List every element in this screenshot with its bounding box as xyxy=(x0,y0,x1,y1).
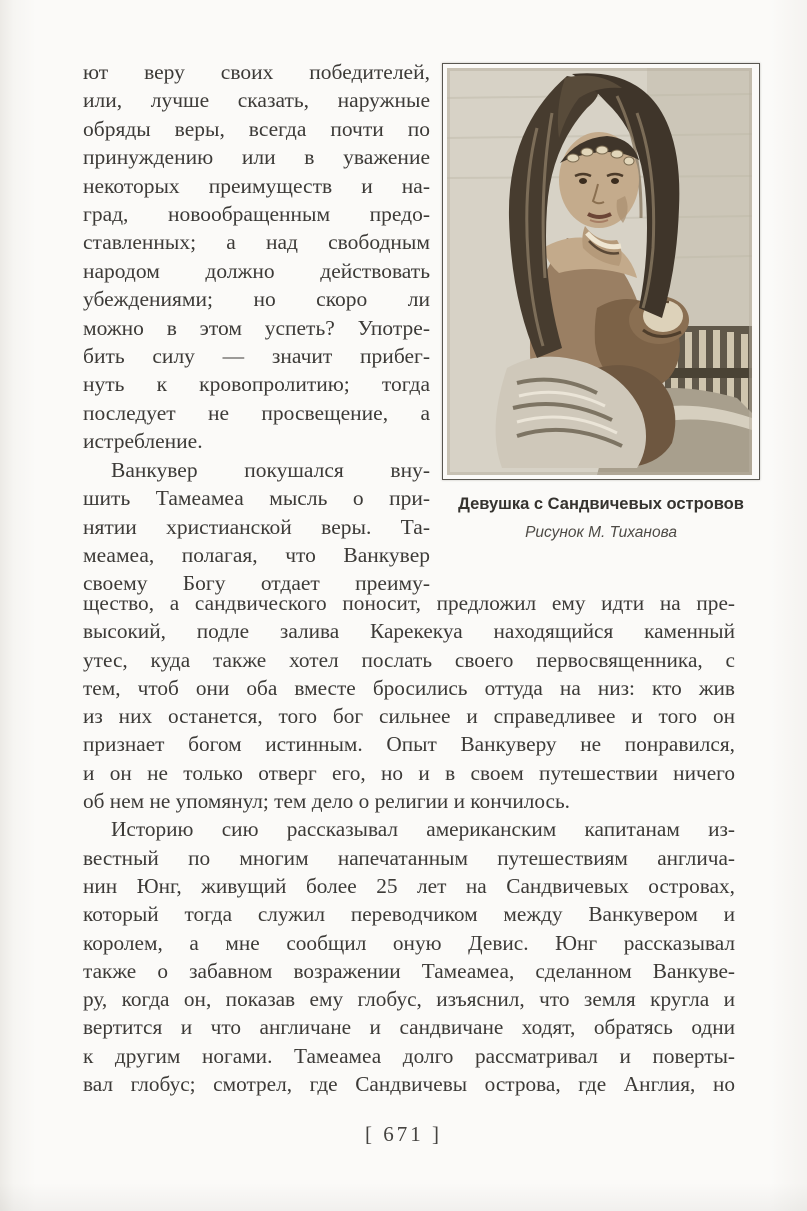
text-line: ставленных; а над свободным xyxy=(83,230,430,255)
text-line: из них останется, того бог сильнее и справедливее и того он xyxy=(83,704,735,729)
text-line: своему Богу отдает преиму- xyxy=(83,571,430,596)
figure-caption-title: Девушка с Сандвичевых островов xyxy=(458,495,744,513)
text-line: ют веру своих победителей, xyxy=(83,60,430,84)
text-line: нин Юнг, живущий более 25 лет на Сандвичевых островах, xyxy=(83,873,735,898)
left-text-column xyxy=(83,58,430,598)
text-line: убеждениями; но скоро ли xyxy=(83,287,430,312)
text-line: или, лучше сказать, наружные xyxy=(83,88,430,113)
text-line: который тогда служил переводчиком между Ванкувером и xyxy=(83,902,735,927)
page-number: [ 671 ] xyxy=(365,1122,442,1146)
text-line: высокий, подле залива Карекекуа находящийся каменный xyxy=(83,619,735,644)
text-line: Историю сию рассказывал американским капитанам из- xyxy=(111,817,735,842)
text-line: принуждению или в уважение xyxy=(83,145,430,170)
text-line: вертится и что англичане и сандвичане ходят, обратясь одни xyxy=(83,1015,735,1040)
text-line: некоторых преимуществ и на- xyxy=(83,173,430,198)
text-line: нуть к кровопролитию; тогда xyxy=(83,372,430,397)
main-text-block xyxy=(83,589,735,1098)
text-line: меамеа, полагая, что Ванкувер xyxy=(83,542,430,567)
text-line: признает богом истинным. Опыт Ванкуверу не понравился, xyxy=(83,732,735,757)
sandwich-islands-girl-illustration xyxy=(447,68,752,475)
illustration-frame xyxy=(442,63,760,480)
text-line: также о забавном возражении Тамеамеа, сделанном Ванкуве- xyxy=(83,958,735,983)
figure-block xyxy=(442,63,760,542)
text-line: щество, а сандвического поносит, предложил ему идти на пре- xyxy=(83,591,735,615)
text-line: шить Тамеамеа мысль о при- xyxy=(83,486,430,511)
text-line: королем, а мне сообщил оную Девис. Юнг рассказывал xyxy=(83,930,735,955)
text-line: тем, чтоб они оба вместе бросились оттуда на низ: кто жив xyxy=(83,675,735,700)
text-line: утес, куда также хотел послать своего первосвященника, с xyxy=(83,647,735,672)
text-line: обряды веры, всегда почти по xyxy=(83,116,430,141)
text-line: вал глобус; смотрел, где Сандвичевы острова, где Англия, но xyxy=(83,1072,735,1097)
text-line: ру, когда он, показав ему глобус, изъяснил, что земля кругла и xyxy=(83,987,735,1012)
text-line: нятии христианской веры. Та- xyxy=(83,514,430,539)
text-line: можно в этом успеть? Употре- xyxy=(83,315,430,340)
figure-caption-credit: Рисунок М. Тиханова xyxy=(525,524,677,541)
text-line: вестный по многим напечатанным путешествиям англича- xyxy=(83,845,735,870)
text-line: последует не просвещение, а xyxy=(83,400,430,425)
text-line: народом должно действовать xyxy=(83,258,430,283)
text-line: об нем не упомянул; тем дело о религии и кончилось. xyxy=(83,789,571,814)
text-line: к другим ногами. Тамеамеа долго рассматривал и поверты- xyxy=(83,1043,735,1068)
text-line: бить силу — значит прибег- xyxy=(83,344,430,369)
text-line: истребление. xyxy=(83,429,203,454)
text-line: град, новообращенным предо- xyxy=(83,202,430,227)
text-line: и он не только отверг его, но и в своем путешествии ничего xyxy=(83,760,735,785)
text-line: Ванкувер покушался вну- xyxy=(111,457,430,482)
